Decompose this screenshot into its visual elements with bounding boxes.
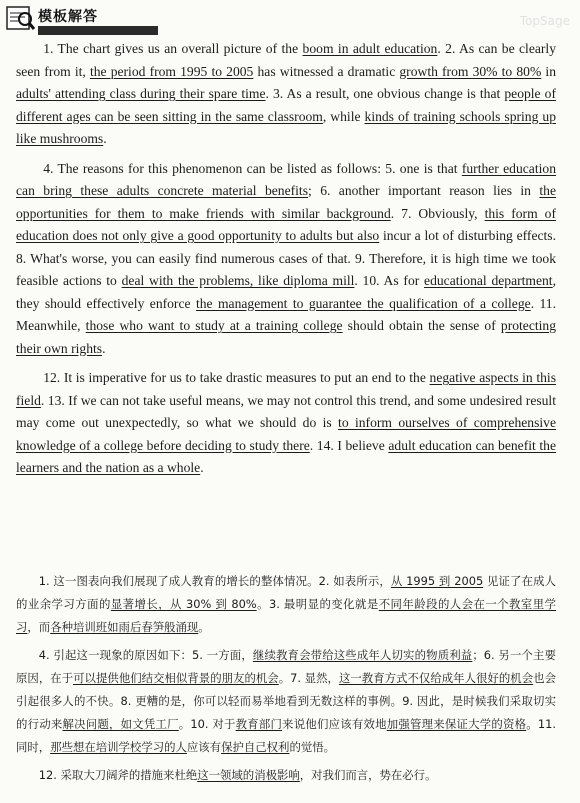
text-run: incur a lot of disturbing effects. 8. What's worse, you can easily find numerous cases of that. 9. Therefore, it is high time we took feasible actions to bbox=[16, 228, 556, 288]
underlined-phrase: 显著增长，从 30% 到 80% bbox=[110, 596, 257, 611]
underlined-phrase: 不同年龄段的人会在一个教室里学习 bbox=[16, 596, 556, 634]
text-run: should obtain the sense of bbox=[342, 318, 501, 333]
text-run: 。10. 对于 bbox=[178, 716, 236, 731]
text-run: 来说他们应该有效地 bbox=[282, 716, 387, 731]
text-run: 1. The chart gives us an overall picture of the bbox=[43, 41, 303, 56]
text-run: , while bbox=[322, 108, 365, 124]
text-run: . 11. Meanwhile, bbox=[16, 295, 556, 333]
text-run: 的觉悟。 bbox=[289, 739, 336, 754]
underlined-phrase: 这一教育方式不仅给成年人很好的机会 bbox=[338, 671, 534, 686]
underlined-phrase: further education can bring these adults concrete material benefits bbox=[16, 160, 556, 198]
text-run: 见证了在成人的业余学习方面的 bbox=[16, 574, 557, 611]
underlined-phrase: 从 1995 到 2005 bbox=[390, 574, 484, 588]
text-run: has witnessed a dramatic bbox=[253, 63, 400, 79]
underlined-phrase: 可以提供他们结交相似背景的朋友的机会 bbox=[73, 671, 279, 686]
text-run: 12. It is imperative for us to take drastic measures to put an end to the bbox=[43, 370, 430, 385]
underlined-phrase: 解决问题，如文凭工厂 bbox=[62, 716, 179, 731]
english-paragraph-3 bbox=[16, 367, 556, 480]
english-paragraph-2 bbox=[16, 158, 556, 361]
section-title: 模板解答 bbox=[38, 9, 98, 25]
watermark: TopSage bbox=[519, 14, 570, 28]
underlined-phrase: adults' attending class during their spare time bbox=[16, 86, 266, 101]
text-run: . bbox=[200, 460, 204, 475]
underlined-phrase: people of different ages can be seen sitting in the same classroom bbox=[16, 86, 556, 124]
text-run: . bbox=[102, 340, 106, 356]
text-run: 1. 这一图表向我们展现了成人教育的增长的整体情况。2. 如表所示， bbox=[38, 574, 391, 588]
underlined-phrase: 这一领域的消极影响 bbox=[197, 768, 300, 783]
text-run: in bbox=[541, 63, 556, 79]
underlined-phrase: the opportunities for them to make friends with similar background bbox=[16, 183, 556, 221]
section-subtitle-bar bbox=[38, 26, 158, 35]
text-run: . 7. Obviously, bbox=[390, 205, 485, 221]
text-run: 。11. 同时， bbox=[16, 716, 556, 754]
text-run: ，而 bbox=[27, 619, 51, 634]
underlined-phrase: negative aspects in this field bbox=[16, 370, 556, 408]
chinese-translation bbox=[16, 570, 556, 793]
text-run: ; 6. another important reason lies in bbox=[308, 183, 540, 198]
underlined-phrase: protecting their own rights bbox=[16, 318, 557, 356]
underlined-phrase: this form of education does not only give a good opportunity to adults but also bbox=[16, 205, 557, 243]
text-run: 也会引起很多人的不快。8. 更糟的是，你可以轻而易举地看到无数这样的事例。9. 因此，是时候我们采取切实的行动来 bbox=[16, 671, 556, 731]
text-run: . 10. As for bbox=[354, 273, 425, 288]
underlined-phrase: boom in adult education bbox=[302, 41, 438, 56]
text-run: 4. 引起这一现象的原因如下：5. 一方面， bbox=[38, 648, 253, 663]
text-run: . 13. If we can not take useful means, we may not control this trend, and some undesired result may come out unexpectedly, so what we should do is bbox=[16, 392, 556, 430]
text-run: 4. The reasons for this phenomenon can be listed as follows: 5. one is that bbox=[43, 160, 462, 176]
chinese-paragraph-2 bbox=[16, 644, 556, 758]
text-run: ；6. 另一个主要原因，在于 bbox=[16, 648, 556, 686]
chinese-paragraph-1 bbox=[16, 570, 556, 638]
underlined-phrase: the management to guarantee the qualification of a college bbox=[195, 295, 531, 311]
text-run: 。3. 最明显的变化就是 bbox=[256, 596, 379, 611]
text-run: . bbox=[103, 131, 107, 146]
underlined-phrase: adult education can benefit the learners and the nation as a whole bbox=[16, 437, 556, 475]
underlined-phrase: to inform ourselves of comprehensive knowledge of a college before deciding to study there bbox=[16, 415, 556, 453]
underlined-phrase: growth from 30% to 80% bbox=[399, 63, 542, 79]
text-run: . 2. As can be clearly seen from it, bbox=[16, 41, 557, 79]
underlined-phrase: 那些想在培训学校学习的人 bbox=[50, 739, 187, 754]
underlined-phrase: 教育部门 bbox=[235, 716, 283, 731]
underlined-phrase: 加强管理来保证大学的资格 bbox=[386, 716, 527, 731]
english-paragraph-1 bbox=[16, 38, 556, 151]
underlined-phrase: educational department bbox=[424, 273, 553, 288]
underlined-phrase: 继续教育会带给这些成年人切实的物质利益 bbox=[252, 648, 473, 663]
underlined-phrase: 保护自己权利 bbox=[221, 739, 290, 754]
text-run: 应该有 bbox=[186, 739, 222, 754]
english-model-answer bbox=[16, 38, 556, 487]
text-run: 。7. 显然， bbox=[278, 671, 339, 686]
text-run: ，对我们而言，势在必行。 bbox=[299, 768, 437, 783]
underlined-phrase: kinds of training schools spring up like mushrooms bbox=[16, 108, 556, 146]
text-run: . 3. As a result, one obvious change is that bbox=[265, 86, 505, 101]
section-header bbox=[6, 4, 166, 38]
text-run: 。 bbox=[198, 619, 210, 634]
text-run: . 14. I believe bbox=[309, 437, 389, 453]
chinese-paragraph-3 bbox=[16, 764, 556, 787]
text-run: 12. 采取大刀阔斧的措施来杜绝 bbox=[38, 768, 198, 783]
underlined-phrase: 各种培训班如雨后春笋般涌现 bbox=[50, 619, 199, 634]
magnifier-book-icon bbox=[6, 4, 36, 34]
underlined-phrase: the period from 1995 to 2005 bbox=[89, 63, 254, 79]
underlined-phrase: deal with the problems, like diploma mill bbox=[121, 273, 355, 288]
underlined-phrase: those who want to study at a training college bbox=[85, 318, 343, 333]
text-run: , they should effectively enforce bbox=[16, 273, 556, 311]
